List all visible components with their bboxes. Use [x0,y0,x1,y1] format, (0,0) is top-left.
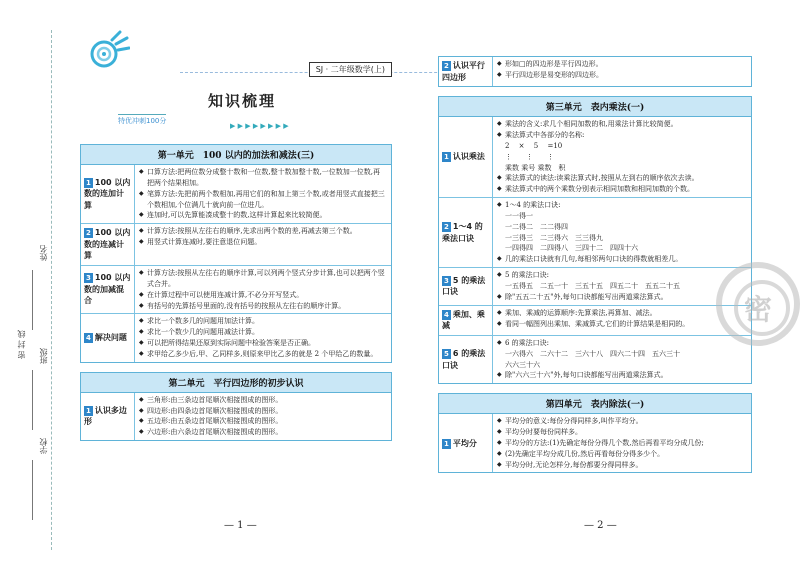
unit-box [438,393,752,473]
topic-number: 3 [86,274,91,283]
topic-row [439,414,751,472]
unit-box [438,96,752,384]
seal-label: 密 封 线 [17,330,26,360]
topic-label [439,57,493,86]
topic-number: 1 [444,439,449,448]
bullet-item: 一三得三 二三得六 三三得九 [505,233,603,242]
topic-number: 1 [86,406,91,415]
topic-text: 平均分 [452,438,477,448]
topic-number: 2 [444,62,449,70]
topic-row [81,224,391,266]
bullet-item: ◆ 乘法算式中的两个乘数分别表示相同加数和相同加数的个数。 [497,184,747,195]
bullet-item: ◆ 四边形:由四条边首尾顺次相接围成的图形。 [139,406,387,417]
bullet-item: 一五得五 二五一十 三五十五 四五二十 五五二十五 [505,282,680,290]
topic-text: 5 的乘法口诀 [442,275,486,297]
topic-row [81,314,391,361]
topic-text: 认识乘法 [452,152,485,162]
topic-items [493,57,751,86]
bullet-item: ◆ 看同一幅图列出乘加、乘减算式,它们的计算结果是相同的。 [497,319,747,330]
topic-label [439,268,493,305]
topic-text: 认识多边形 [84,405,127,427]
bullet-item: ◆ 5 的乘法口诀: [497,270,747,281]
topic-items [135,266,391,313]
bullet-item: ◆ 几的乘法口诀就有几句,每相邻两句口诀的得数就相差几。 [497,254,747,265]
page-two [438,56,752,482]
topic-text: 100 以内数的连减计算 [84,228,131,261]
topic-number: 1 [86,178,91,187]
bullet-item: ◆ 用竖式计算连减时,要注意退位问题。 [139,237,387,248]
bullet-item: 六六三十六 [505,360,540,369]
bullet-item: 乘数 乘号 乘数 积 [505,163,566,172]
topic-label [439,117,493,197]
page-two-units [438,96,752,473]
page-title: 知识梳理 [208,92,277,110]
topic-items [493,268,751,305]
topic-text: 100 以内数的连加计算 [84,177,131,210]
unit-box [80,144,392,363]
bullet-item: ◆ 三角形:由三条边首尾顺次相接围成的图形。 [139,395,387,406]
name-line [32,270,33,330]
topic-label [439,306,493,335]
bullet-item: ◆ (2)先确定平均分成几份,然后再看每份分得多少个。 [497,449,747,460]
unit-heading: 第一单元 100 以内的加法和减法(三) [81,145,391,165]
bullet-item: ◆ 乘法的含义:求几个相同加数的和,用乘法计算比较简便。 [497,119,747,130]
bullet-item: ◆ 计算方法:按照从左往右的顺序计算,可以列两个竖式分步计算,也可以把两个竖式合并。 [139,268,387,290]
topic-number: 5 [444,349,449,358]
topic-items [493,198,751,267]
page-subtitle: 特优冲刺100分 [118,114,166,126]
bullet-item: ⋮ ⋮ ⋮ [505,152,554,161]
page-number-2: — 2 — [584,520,617,531]
school-line [32,460,33,520]
topic-row [81,266,391,314]
topic-label [439,198,493,267]
topic-row [439,336,751,383]
topic-row [439,117,751,198]
bullet-item: ◆ 求比一个数少几的问题用减法计算。 [139,327,387,338]
topic-row [439,57,751,86]
topic-row [81,393,391,440]
topic-items [135,224,391,265]
swirl-logo-icon [84,30,130,72]
topic-items [135,165,391,223]
arrow-decoration-icon: ▶ ▶ ▶ ▶ ▶ ▶ ▶ ▶ [230,122,289,130]
grade-badge: SJ · 二年级数学(上) [309,62,392,77]
bullet-item: ◆ 乘法算式中各部分的名称: [497,130,747,141]
bullet-item: 一四得四 二四得八 三四十二 四四十六 [505,244,638,253]
topic-items [135,314,391,361]
class-line [32,370,33,430]
topic-items [493,414,751,472]
bullet-item: ◆ 平均分的方法:(1)先确定每份分得几个数,然后再看平均分成几份; [497,438,747,449]
topic-number: 1 [444,153,449,162]
topic-label [81,165,135,223]
topic-label [81,224,135,265]
seal-stamp-icon: 密 [716,262,800,346]
school-label: 学校 [39,438,48,454]
topic-number: 3 [444,276,449,285]
binding-margin [18,30,52,550]
name-label: 姓名 [39,245,48,261]
bullet-item: ◆ 计算方法:按照从左往右的顺序,先求出两个数的差,再减去第三个数。 [139,226,387,237]
topic-text: 认识平行四边形 [442,61,485,82]
topic-label [439,414,493,472]
unit-heading: 第三单元 表内乘法(一) [439,97,751,117]
page-number-1: — 1 — [224,520,257,531]
topic-items [135,393,391,440]
bullet-item: ◆ 平均分时要每份同样多。 [497,427,747,438]
bullet-item: 一六得六 二六十二 三六十八 四六二十四 五六三十 [505,349,680,358]
bullet-item: ◆ 求比一个数多几的问题用加法计算。 [139,316,387,327]
unit-heading: 第二单元 平行四边形的初步认识 [81,373,391,393]
bullet-item: 一一得一 [505,211,533,220]
bullet-item: ◆ 平均分时,无论怎样分,每份都要分得同样多。 [497,460,747,471]
bullet-item: 一二得二 二二得四 [505,222,568,231]
bullet-item: ◆ 1～4 的乘法口诀: [497,200,747,211]
bullet-item: ◆ 连加时,可以先算能凑成整十的数,这样计算起来比较简便。 [139,210,387,221]
bullet-item: ◆ 平均分的意义:每份分得同样多,叫作平均分。 [497,416,747,427]
class-label: 班级 [39,348,48,364]
bullet-item: ◆ 五边形:由五条边首尾顺次相接围成的图形。 [139,416,387,427]
bullet-item: ◆ 求甲给乙多少后,甲、乙同样多,则原来甲比乙多的就是 2 个甲给乙的数量。 [139,349,387,360]
unit-heading: 第四单元 表内除法(一) [439,394,751,414]
topic-text: 乘加、乘减 [442,309,485,331]
topic-label [81,266,135,313]
bullet-item: ◆ 口算方法:把两位数分成整十数和一位数,整十数加整十数,一位数加一位数,再把两个结果相加。 [139,167,387,189]
bullet-item: ◆ 乘法算式的读法:读乘法算式时,按照从左到右的顺序依次去读。 [497,173,747,184]
topic-text: 100 以内数的加减混合 [84,273,131,306]
unit-box [80,372,392,441]
bullet-item: ◆ 笔算方法:先把前两个数相加,再用它们的和加上第三个数,或者用竖式直接把三个数相加,个位满几十就向前一位进几。 [139,189,387,211]
topic-label [439,336,493,383]
bullet-item: ◆ 除"六六三十六"外,每句口诀都能写出两道乘法算式。 [497,370,747,381]
bullet-item: 2 × 5 =10 [505,141,563,150]
bullet-item: ◆ 平行四边形是易变形的四边形。 [497,70,747,81]
bullet-item: ◆ 乘加、乘减的运算顺序:先算乘法,再算加、减法。 [497,308,747,319]
topic-row [439,198,751,268]
topic-items [493,117,751,197]
unit-continued [438,56,752,87]
topic-number: 4 [86,334,91,343]
topic-number: 4 [444,310,449,319]
bullet-item: ◆ 6 的乘法口诀: [497,338,747,349]
bullet-item: ◆ 可以把所得结果还原到实际问题中检验答案是否正确。 [139,338,387,349]
topic-text: 1～4 的乘法口诀 [442,222,483,243]
page-one [80,144,392,450]
topic-row [439,306,751,336]
topic-label [81,314,135,361]
topic-number: 2 [444,223,449,232]
bullet-item: ◆ 形如□的四边形是平行四边形。 [497,59,747,70]
bullet-item: ◆ 除"五五二十五"外,每句口诀都能写出两道乘法算式。 [497,292,747,303]
bullet-item: ◆ 六边形:由六条边首尾顺次相接围成的图形。 [139,427,387,438]
topic-items [493,336,751,383]
topic-row [81,165,391,224]
topic-items [493,306,751,335]
topic-label [81,393,135,440]
topic-text: 6 的乘法口诀 [442,348,486,370]
bullet-item: ◆ 在计算过程中可以使用连减计算,不必分开写竖式。 [139,290,387,301]
topic-number: 2 [86,229,91,238]
topic-row [439,268,751,306]
topic-text: 解决问题 [94,333,127,343]
bullet-item: ◆ 有括号的先算括号里面的,没有括号的按照从左往右的顺序计算。 [139,301,387,312]
